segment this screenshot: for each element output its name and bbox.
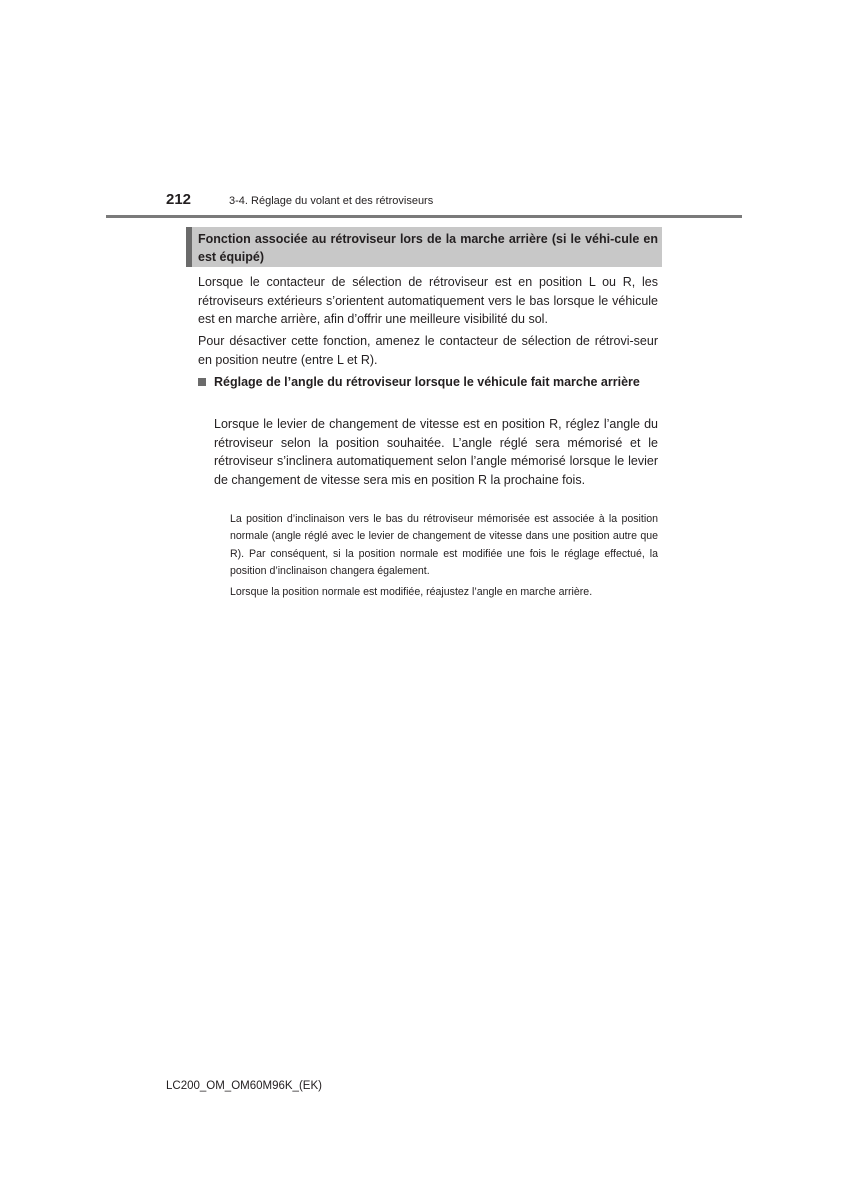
- section-heading-box: [186, 227, 662, 267]
- section-heading-bar: [186, 227, 192, 267]
- square-bullet-icon: [198, 378, 206, 386]
- footer-document-code: LC200_OM_OM60M96K_(EK): [166, 1080, 322, 1092]
- note-readjust: Lorsque la position normale est modifiée, réajustez l’angle en marche arrière.: [230, 586, 593, 598]
- subsection-body: Lorsque le levier de changement de vitesse est en position R, réglez l’angle du rétroviseur selon la position souhaitée. L’angle réglé sera mémorisé et le rétroviseur s’inclinera automatiquement selon l’angle mémorisé lorsque le levier de changement de vitesse sera mis en position R la prochaine fois.: [214, 417, 658, 487]
- header-rule: [106, 215, 742, 218]
- paragraph-disable: Pour désactiver cette fonction, amenez le contacteur de sélection de rétrovi-seur en position neutre (entre L et R).: [198, 334, 658, 367]
- note-memory-position: La position d’inclinaison vers le bas du rétroviseur mémorisée est associée à la position normale (angle réglé avec le levier de changement de vitesse dans une position autre que R). Par conséquent, si la position normale est modifiée une fois le réglage effectué, la position d’inclinaison changera également.: [230, 513, 658, 577]
- paragraph-intro: Lorsque le contacteur de sélection de rétroviseur est en position L ou R, les rétroviseurs extérieurs s’orientent automatiquement vers le bas lorsque le véhicule est en marche arrière, afin d’offrir une meilleure visibilité du sol.: [198, 275, 658, 326]
- page-number: 212: [166, 191, 192, 208]
- subsection-title: Réglage de l’angle du rétroviseur lorsque le véhicule fait marche arrière: [214, 375, 640, 389]
- chapter-title: 3-4. Réglage du volant et des rétroviseurs: [229, 195, 434, 207]
- section-heading-title: Fonction associée au rétroviseur lors de la marche arrière (si le véhi-cule en est équipé): [198, 232, 658, 264]
